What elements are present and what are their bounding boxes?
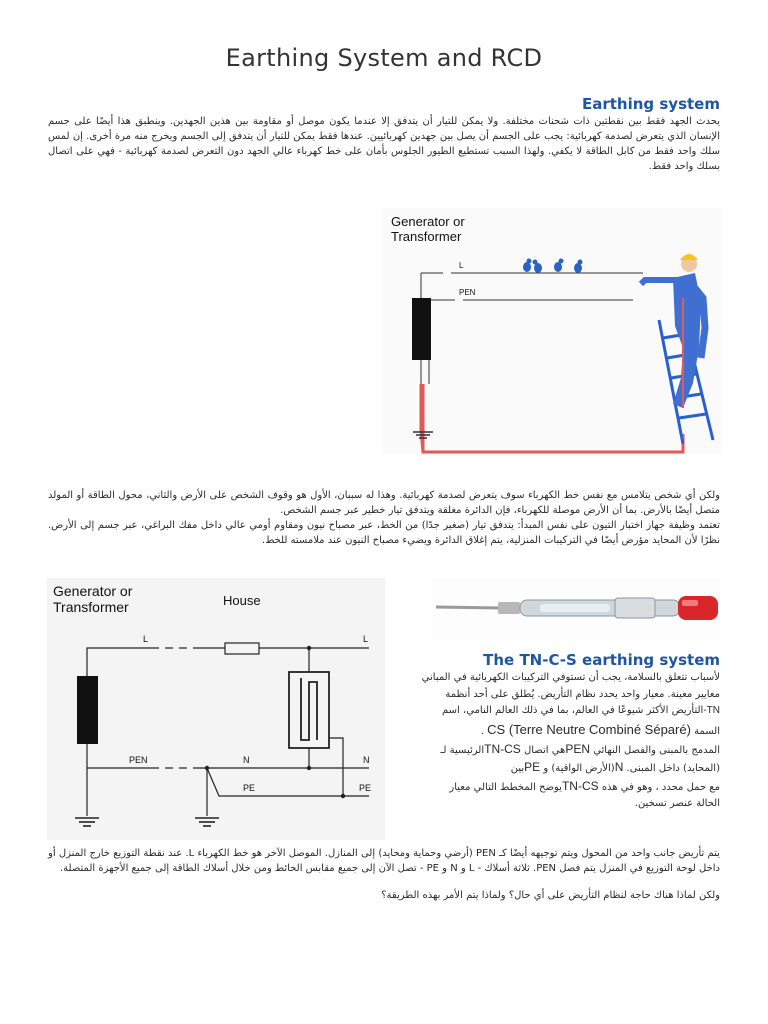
section-heading-earthing-system: Earthing system — [581, 95, 720, 113]
diagram2-source-label-2: Transformer — [53, 599, 129, 615]
diagram-tn-c-s — [47, 578, 385, 840]
birds-icon — [523, 259, 583, 274]
section3-line-6 — [392, 759, 720, 778]
diagram2-source-label-1: Generator or — [53, 583, 133, 599]
diagram2-wire-pe — [207, 768, 372, 796]
section3-tncs-term-2: TN-CS — [561, 778, 599, 793]
section3-line-5-c: الرئيسية لـ — [440, 744, 485, 756]
section3-line-6-c: بين — [510, 763, 525, 774]
diagram2-wire-label-l-right: L — [363, 634, 369, 644]
diagram2-house-label: House — [223, 593, 261, 608]
section3-line-5 — [392, 741, 720, 760]
diagram1-earth-path — [421, 384, 683, 452]
diagram2-junction-l — [307, 646, 311, 650]
diagram2-heater-pe — [329, 738, 343, 796]
section4-text — [48, 846, 720, 903]
diagram1-wire-label-pen: PEN — [459, 288, 476, 297]
diagram-bird-worker-svg — [383, 208, 721, 455]
section3-line-4 — [392, 720, 720, 741]
diagram2-wire-label-n-mid: N — [243, 755, 250, 765]
diagram1-source-label-2: Transformer — [391, 229, 462, 244]
section3-line-5-b: هي اتصال — [523, 744, 566, 756]
section3-line-6-b: (الأرض الواقية) و — [543, 763, 615, 774]
diagram-tn-c-s-svg — [47, 578, 385, 840]
diagram2-junction-pe — [341, 794, 345, 798]
section1-text: يحدث الجهد فقط بين نقطتين ذات شحنات مختلفة. ولا يمكن للتيار أن يتدفق إلا عندما يكون موصل أو مقاومة بين هذين الجهدين. وينطبق هذا أيضًا على جسم الإنسان الذي يتعرض لصدمة كهربائية: يجب على الجسم أن يصل بين جهدين كهربائيين. عندها فقط يمكن للتيار أن يتدفق إلى الجسم ويخرج منه مرة أخرى. إن لمس سلك واحد فقط من كابل الطاقة لا يكفي. ولهذا السبب تستطيع الطيور الجلوس بأمان على خط كهرباء عالي الجهد دون التعرض لصدمة كهربائية - فهي على اتصال بسلك واحد فقط. — [48, 116, 720, 172]
section1-paragraph — [48, 114, 720, 174]
fuse-icon — [225, 643, 259, 654]
diagram2-wire-label-pe-mid: PE — [243, 783, 256, 793]
section3-cs-term: CS (Terre Neutre Combiné Séparé) — [487, 721, 691, 737]
section3-line-3-text: التأريض الأكثر شيوعًا في العالم، بما في ذلك العالم النامي، اسم — [442, 705, 704, 716]
section3-line-8: الحالة عنصر تسخين. — [634, 798, 720, 809]
diagram1-source-coil — [412, 298, 431, 360]
section3-line-4-dot: . — [480, 725, 484, 737]
diagram2-wire-label-n-right: N — [363, 755, 370, 765]
section3-tn-term: -TN — [703, 705, 720, 716]
section3-line-7-a: مع حمل محدد ، وهو في هذه — [601, 781, 720, 793]
section3-line-6-a: (المحايد) داخل المبنى. — [626, 763, 720, 774]
section3-line-7 — [392, 778, 720, 797]
diagram1-wire-label-l: L — [459, 261, 464, 270]
section2-paragraph-2: تعتمد وظيفة جهاز اختبار التيون على نفس المبدأ: يتدفق تيار (صغير جدًا) من الخط، عبر مصباح نيون ومقاوم أومي عالي داخل مفك البراغي، عبر جسم إلى الأرض. نظرًا لأن المحايد مؤرض أيضًا في التركيبات المنزلية، يتم إغلاق الدائرة ويضيء مصباح النيون عند ملامسته للخط. — [48, 520, 720, 546]
section3-line-5-a: المدمج بالمبنى والفصل النهائي — [593, 744, 720, 756]
section3-tncs-term-1: TN-CS — [484, 741, 521, 756]
section3-text — [392, 670, 720, 813]
section3-line-2: معايير معينة. معيار واحد يحدد نظام التأريض. يُطلق على أحد أنظمة — [445, 688, 720, 700]
ground-icon-source — [75, 818, 99, 826]
voltage-tester-image — [430, 578, 722, 640]
section2-text — [48, 488, 720, 548]
section3-pe-term: PE — [524, 760, 541, 774]
section3-line-7-b: يوضح المخطط التالي معيار — [449, 781, 562, 793]
diagram2-junction-n — [307, 766, 311, 770]
section-heading-tn-c-s: The TN-C-S earthing system — [483, 651, 720, 669]
section2-paragraph-1: ولكن أي شخص يتلامس مع نفس خط الكهرباء سوف يتعرض لصدمة كهربائية. وهذا له سببان، الأول هو وقوف الشخص على الأرض والثاني، محول الطاقة أو المولد متصل أيضًا بالأرض. بما أن الأرض موصلة للكهرباء، فإن الدائرة مغلقة ويتدفق تيار خطير عبر جسم الشخص. — [48, 490, 720, 516]
diagram2-wire-l-a — [87, 648, 159, 676]
diagram1-source-label-1: Generator or — [391, 214, 465, 229]
page-title: Earthing System and RCD — [225, 44, 543, 72]
section4-paragraph-1: يتم تأريض جانب واحد من المحول ويتم توجيهه أيضًا كـ PEN (أرضي وحماية ومحايد) إلى المنازل. الموصل الآخر هو خط الكهرباء L. عند نقطة التوزيع خارج المنزل أو داخل لوحة التوزيع في المنزل يتم فصل PEN. ثلاثة أسلاك - L و N و PE - تصل الآن إلى جميع مقابس الحائط ومن خلال أسلاك الطاقة إلى جميع الأجهزة المتصلة. — [48, 848, 720, 874]
diagram2-wire-label-pe-right: PE — [359, 783, 372, 793]
voltage-tester-icon — [430, 578, 722, 640]
diagram2-source-coil — [77, 676, 98, 744]
diagram2-wire-label-l-left: L — [143, 634, 149, 644]
ground-icon-house — [195, 818, 219, 826]
section3-pen-term: PEN — [565, 741, 590, 756]
section3-line-4-label: السمة — [694, 725, 720, 737]
heater-coil-icon — [301, 678, 317, 740]
section3-line-3 — [392, 703, 720, 720]
section3-line-1: لأسباب تتعلق بالسلامة، يجب أن تستوفي التركيبات الكهربائية في المباني — [421, 672, 720, 683]
section3-n-term: N — [614, 760, 624, 774]
diagram2-wire-label-pen: PEN — [129, 755, 148, 765]
section4-paragraph-2: ولكن لماذا هناك حاجة لنظام التأريض على أي حال؟ ولماذا يتم الأمر بهذه الطريقة؟ — [381, 890, 720, 901]
diagram-bird-worker — [383, 208, 721, 455]
